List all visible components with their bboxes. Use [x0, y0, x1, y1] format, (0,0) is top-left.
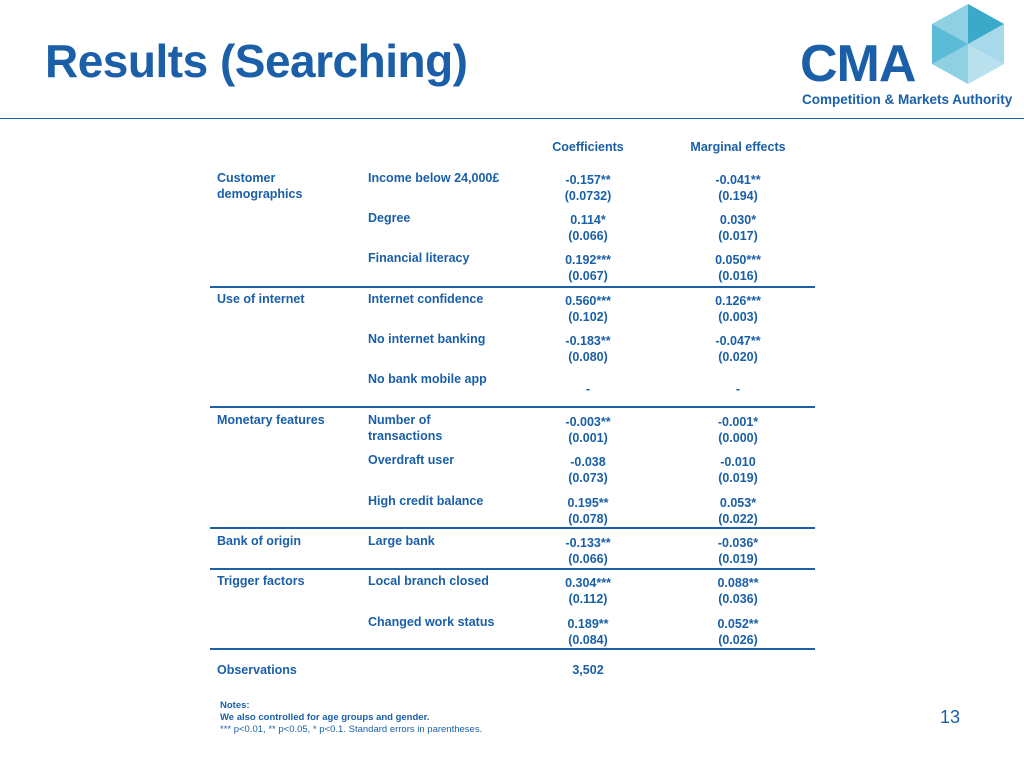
coefficient-value: -0.183** — [565, 334, 611, 348]
marginal-effect-value: 0.088** — [717, 576, 759, 590]
coefficient-value: 0.560*** — [565, 294, 611, 308]
marginal-effect-value: 0.050*** — [715, 253, 761, 267]
observations-label: Observations — [217, 663, 297, 677]
coefficient-value: 0.114* — [570, 213, 606, 227]
coefficient-value: 0.304*** — [565, 576, 611, 590]
logo-hexagon-icon — [930, 4, 1006, 84]
col-header-marginal-effects: Marginal effects — [690, 140, 786, 154]
marginal-effect-std-error: (0.020) — [718, 350, 758, 364]
marginal-effect-std-error: (0.036) — [718, 592, 758, 606]
row-variable-label: Overdraft user — [368, 453, 455, 467]
marginal-effect-std-error: (0.003) — [718, 310, 758, 324]
row-variable-label: Large bank — [368, 534, 435, 548]
coefficient-std-error: (0.080) — [568, 350, 608, 364]
notes-heading: Notes: — [220, 700, 250, 711]
coefficient-std-error: (0.102) — [568, 310, 608, 324]
table-divider — [210, 406, 815, 408]
row-variable-label: High credit balance — [368, 494, 484, 508]
marginal-effect-std-error: (0.019) — [718, 471, 758, 485]
coefficient-std-error: (0.066) — [568, 229, 608, 243]
row-variable-label: No bank mobile app — [368, 372, 487, 386]
row-variable-label: Changed work status — [368, 615, 495, 629]
row-variable-label: Income below 24,000£ — [368, 171, 500, 185]
marginal-effect-value: 0.126*** — [715, 294, 761, 308]
table-divider — [210, 286, 815, 288]
coefficient-std-error: (0.066) — [568, 552, 608, 566]
row-group-label: Monetary features — [217, 413, 325, 427]
coefficient-value: -0.003** — [565, 415, 611, 429]
marginal-effect-std-error: (0.194) — [718, 189, 758, 203]
observations-value: 3,502 — [572, 663, 604, 677]
coefficient-value: 0.195** — [567, 496, 609, 510]
row-group-label: Use of internet — [217, 292, 305, 306]
notes — [220, 700, 482, 736]
coefficient-std-error: (0.112) — [568, 592, 608, 606]
coefficient-value: - — [585, 382, 591, 396]
marginal-effect-value: - — [735, 382, 741, 396]
row-group-label: Trigger factors — [217, 574, 305, 588]
row-group-label: Bank of origin — [217, 534, 302, 548]
col-header-coefficients: Coefficients — [552, 140, 624, 154]
table-divider — [210, 568, 815, 570]
row-variable-label: Internet confidence — [368, 292, 484, 306]
coefficient-value: -0.133** — [565, 536, 611, 550]
marginal-effect-value: -0.036* — [717, 536, 759, 550]
marginal-effect-std-error: (0.017) — [718, 229, 758, 243]
table-divider — [210, 527, 815, 529]
marginal-effect-value: -0.047** — [715, 334, 761, 348]
results-table — [210, 0, 815, 700]
coefficient-std-error: (0.073) — [568, 471, 608, 485]
row-variable-label: Financial literacy — [368, 251, 470, 265]
marginal-effect-std-error: (0.000) — [718, 431, 758, 445]
marginal-effect-value: 0.030* — [719, 213, 757, 227]
row-group-label: Customer demographics — [217, 171, 303, 201]
coefficient-value: 0.189** — [567, 617, 609, 631]
coefficient-std-error: (0.078) — [568, 512, 608, 526]
coefficient-value: 0.192*** — [565, 253, 611, 267]
marginal-effect-std-error: (0.026) — [718, 633, 758, 647]
logo-wordmark: CMA — [800, 35, 916, 93]
row-variable-label: Local branch closed — [368, 574, 489, 588]
marginal-effect-value: 0.053* — [719, 496, 757, 510]
coefficient-value: -0.157** — [565, 173, 611, 187]
coefficient-std-error: (0.084) — [568, 633, 608, 647]
coefficient-std-error: (0.067) — [568, 269, 608, 283]
coefficient-value: -0.038 — [570, 455, 606, 469]
notes-controls: We also controlled for age groups and gender. — [220, 712, 430, 723]
marginal-effect-std-error: (0.022) — [718, 512, 758, 526]
coefficient-std-error: (0.001) — [568, 431, 608, 445]
marginal-effect-value: 0.052** — [717, 617, 759, 631]
marginal-effect-value: -0.001* — [717, 415, 759, 429]
marginal-effect-value: -0.041** — [715, 173, 761, 187]
row-variable-label: Number of transactions — [368, 413, 443, 443]
table-divider — [210, 648, 815, 650]
logo-subtitle: Competition & Markets Authority — [802, 92, 1013, 107]
marginal-effect-std-error: (0.016) — [718, 269, 758, 283]
cma-logo — [800, 4, 1013, 112]
notes-significance: *** p<0.01, ** p<0.05, * p<0.1. Standard errors in parentheses. — [220, 724, 483, 735]
row-variable-label: No internet banking — [368, 332, 486, 346]
page-number: 13 — [940, 707, 961, 727]
marginal-effect-std-error: (0.019) — [718, 552, 758, 566]
marginal-effect-value: -0.010 — [720, 455, 756, 469]
row-variable-label: Degree — [368, 211, 411, 225]
coefficient-std-error: (0.0732) — [564, 189, 612, 203]
slide-title: Results (Searching) — [45, 35, 468, 87]
